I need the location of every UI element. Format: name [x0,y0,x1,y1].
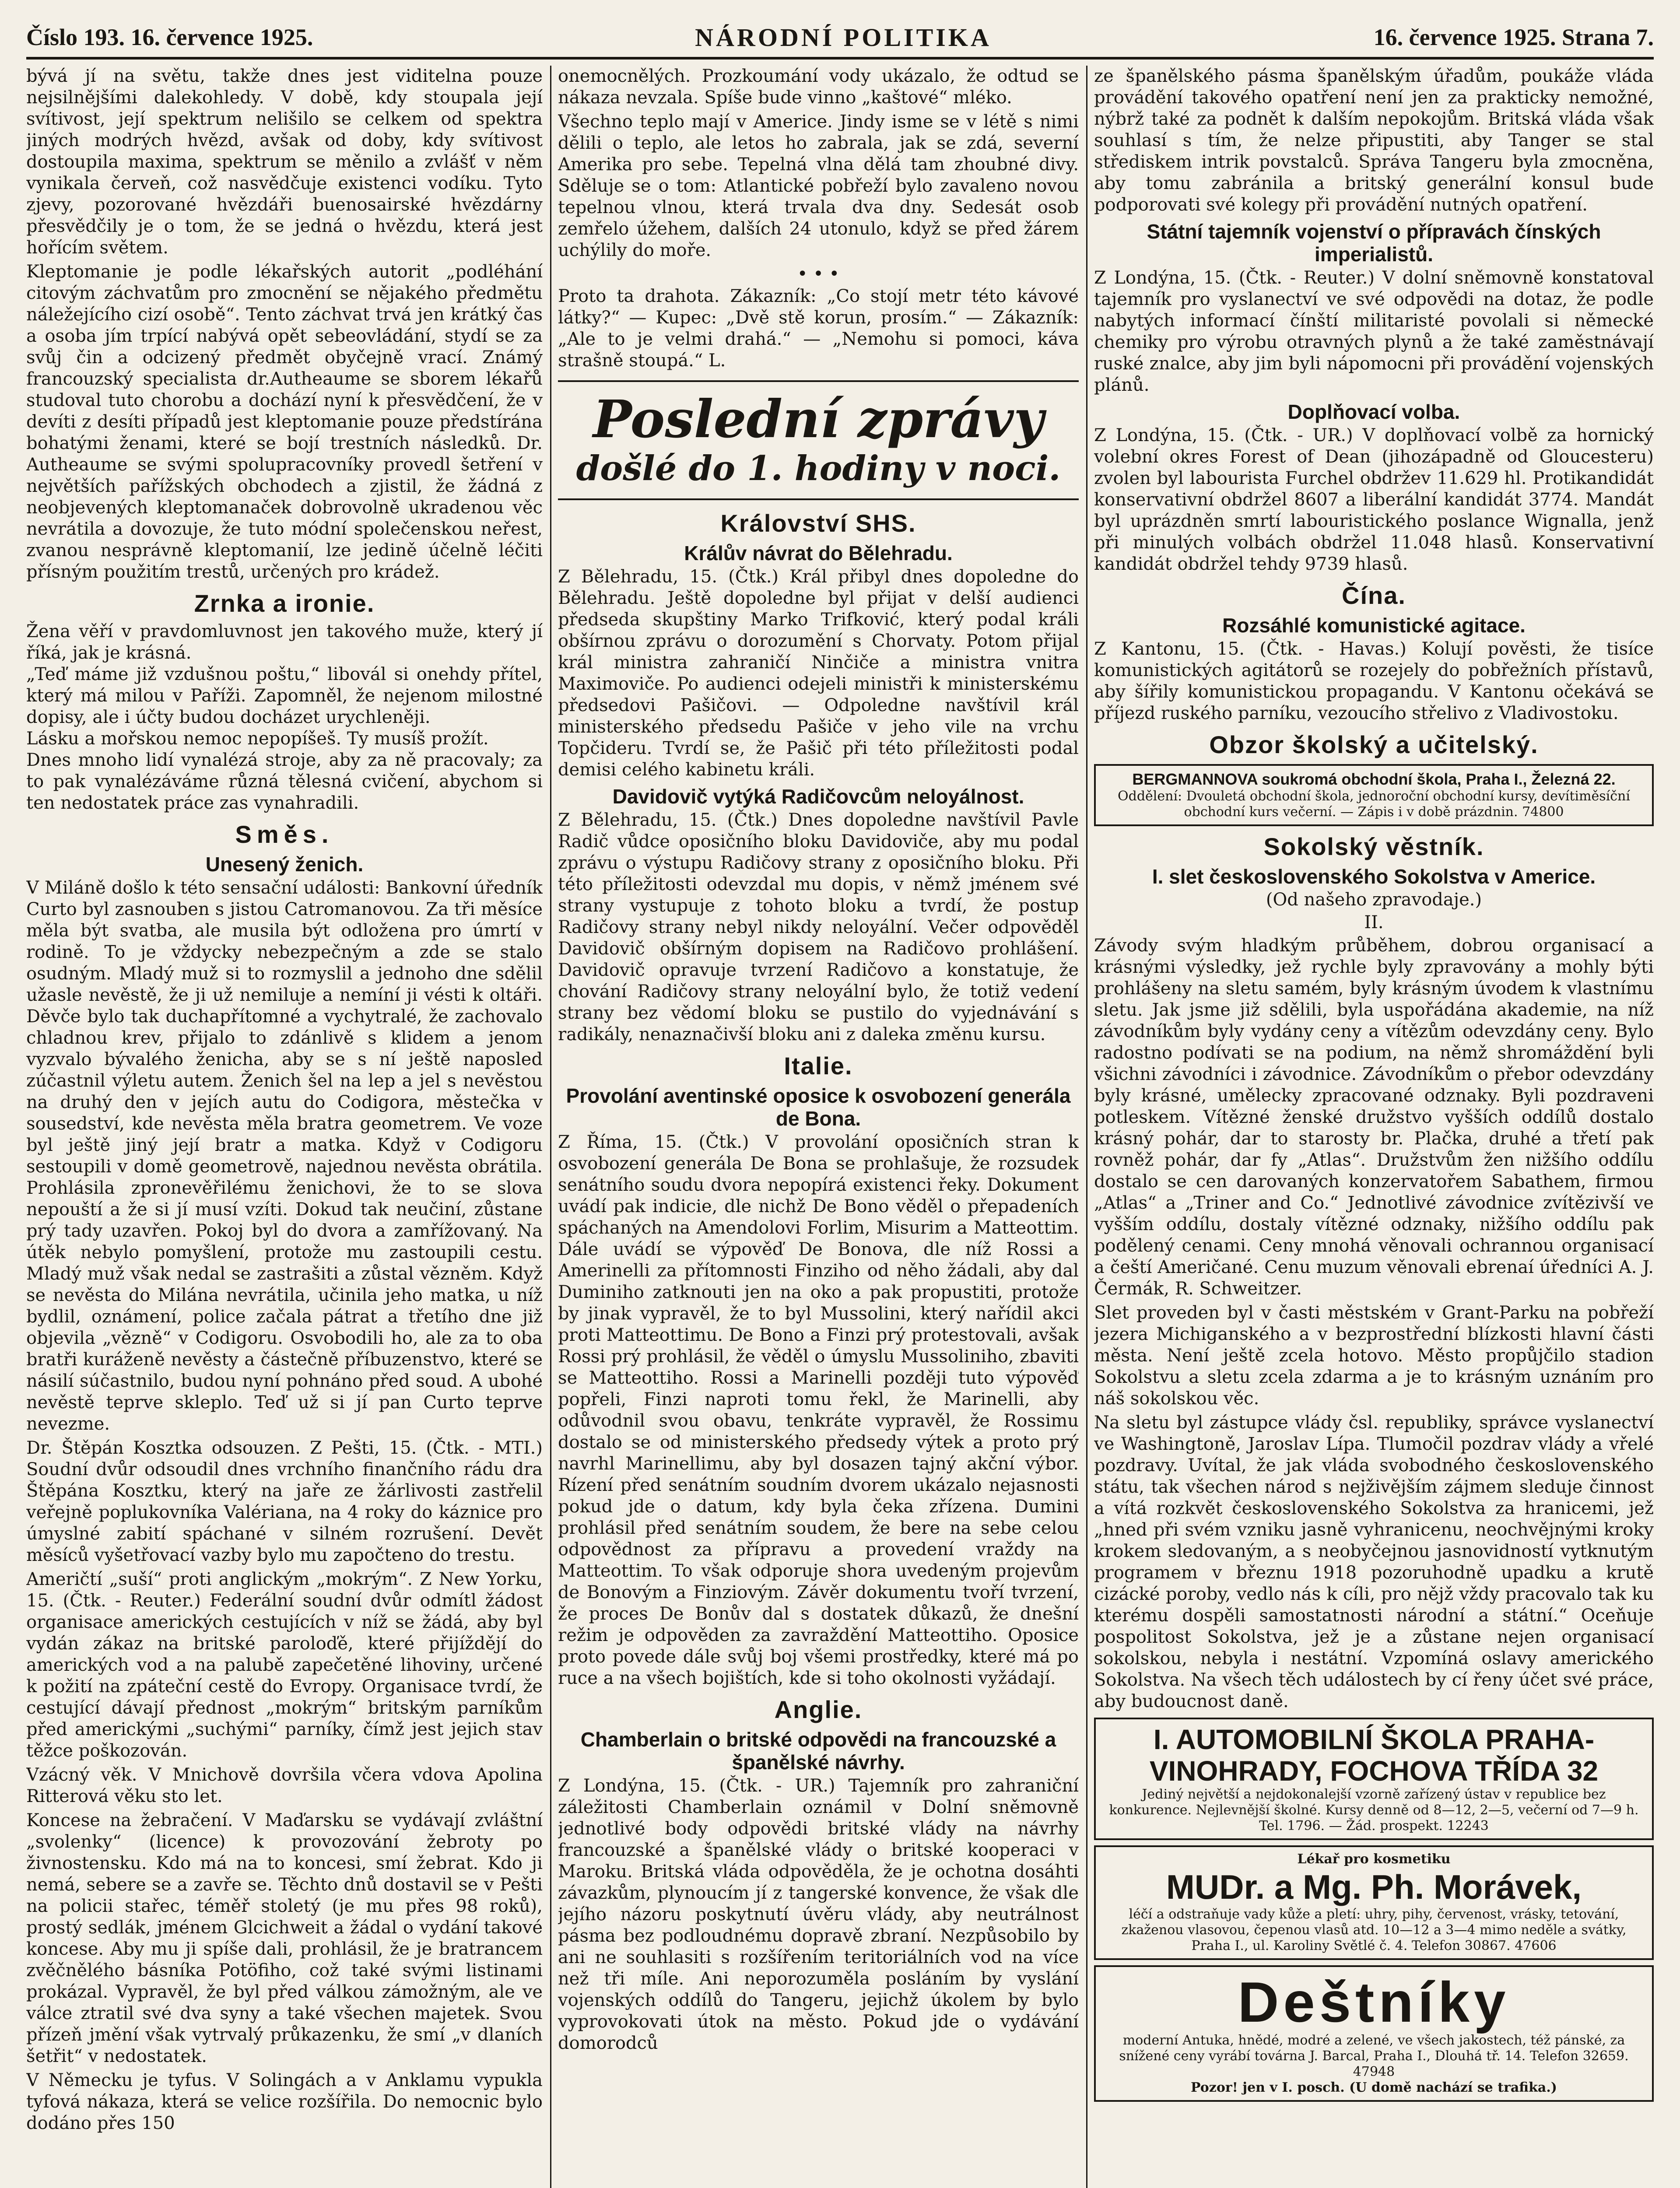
article-title: Doplňovací volba. [1287,400,1460,423]
advert-text: Oddělení: Dvouletá obchodní škola, jednoroční obchodní kursy, devítiměsíční obchodní kurs večerní. — Zápis i v době prázdnin. 74800 [1118,789,1630,820]
article-paragraph: Slet proveden byl v časti městském v Grant-Parku na pobřeží jezera Michiganského a v bezprostřední blízkosti hlavní části města. Není ještě zcela hotovo. Město propůjčilo stadion Sokolstvu a sletu zcela zdarma a je to krásným uznáním pro náš sokolskou věc. [1094,1303,1654,1409]
news-item: Všechno teplo mají v Americe. Jindy isme se v létě s nimi dělili o teplo, ale letos ho zabrala, jak se zdá, severní Amerika pro sebe. Tepelná vlna dělá tam zhoubné divy. Sděluje se o tom: Atlantické pobřeží bylo zavaleno novou tepelnou vlnou, která trvala dva dny. Sedesát osob zemřelo úžehem, dalších 24 utonulo, když se před žárem uchýlily do moře. [558,112,1079,260]
article-title: Králův návrat do Bělehradu. [684,542,953,565]
issue-info: Číslo 193. 16. července 1925. [26,24,313,50]
section-heading-cina: Čína. [1342,582,1406,609]
article-title: Provolání aventinské oposice k osvobození generála de Bona. [566,1084,1071,1130]
article-paragraph: Na sletu byl zástupce vlády čsl. republiky, správce vyslanectví ve Washingtoně, Jaroslav Lípa. Tlumočil pozdrav vlády a vřelé pozdravy. Uvítal, že jak vláda svobodného československého státu, tak všechen národ s nejživějším zájmem sleduje činnost a vítá rozkvět československého Sokolstva za hranicemi, jež „hned při svém vzniku jasně vyhranicenu, neochvějnými kroky krokem sledovaným, a s neobyčejnou jasnovidností vytknutým programem v březnu 1918 pozoruhodně upadku a krutě cizácké poroby, vedlo nás k cíli, pro nějž vždy pracovalo tak ku kterému dospěli samostatnosti národní a státní.“ Oceňuje pospolitost Sokolstva, jež je a zůstane nejen organisací sokolskou, nebyla i nestátní. Vzpomíná oslavy amerického Sokolstva. Na všech těch událostech by cí řeny účet své práce, aby budoucnost daně. [1094,1413,1654,1711]
advert-title: Deštníky [1238,1970,1510,2034]
section-heading-anglie: Anglie. [774,1696,863,1723]
masthead [26,18,1654,60]
article-paragraph: onemocnělých. Prozkoumání vody ukázalo, že odtud se nákaza nevzala. Spíše bude vinno „kaštové“ mléko. [558,66,1079,108]
advert-text: Jediný největší a nejdokonalejší vzorně zařízený ústav v republice bez konkurence. Nejlevnější školné. Kursy denně od 8—12, 2—5, večerní od 7—9 h. Tel. 1796. — Žád. prospekt. 12243 [1109,1787,1639,1834]
column-divider [1086,66,1087,2188]
advert-title: MUDr. a Mg. Ph. Morávek, [1166,1868,1582,1906]
advert-moravek [1094,1845,1654,1960]
article-part: II. [1364,912,1384,933]
article-title: Davidovič vytýká Radičovcům neloyálnost. [612,785,1024,808]
news-item: Koncese na žebračení. V Maďarsku se vydávají zvláštní „svolenky“ (licence) k provozování žebroty po živnostensku. Kdo má na to koncesi, smí žebrat. Kdo ji nemá, sebere se a zavře se. Těchto dnů dostavil se v Pešti na policii stařec, téměř stoletý (je mu přes 98 roků), prostý sedlák, jménem Glcichweit a žádal o vydání takové koncese. Aby mu ji spíše dali, prohlásil, že je bratrancem zvěčnělého básníka Potöfiho, což také svými listinami prokázal. Vypravěl, že byl před válkou zámožným, ale ve válce ztratil své dva syny a také všechen majetek. Svou přízeň jmění však vytrvalý průkazenku, že smí „v dlaních šetřit“ v nedostatek. [26,1810,543,2066]
separator-dots: • • • [797,264,840,284]
advert-text: léčí a odstraňuje vady kůže a pletí: uhry, pihy, červenost, vrásky, tetování, zkaženou vlasovou, čepenou vlasů atd. 10—12 a 3—4 mimo neděle a svátky, Praha I., ul. Karoliny Světlé č. 4. Telefon 30867. 47606 [1121,1907,1627,1953]
aphorisms: Žena věří v pravdomluvnost jen takového muže, který jí říká, jak je krásná. „Teď máme již vzdušnou poštu,“ libovál si onehdy přítel, který má milou v Paříži. Zapomněl, že nejenom milostné dopisy, ale i účty budou docházet urychleněji. Lásku a mořskou nemoc nepopíšeš. Ty musíš prožít. Dnes mnoho lidí vynalézá stroje, aby za ně pracovaly; za to pak vynalézáváme různá tělesná cvičení, abychom si ten nedostatek práce zas vynahradili. [26,621,543,813]
column-1 [26,66,543,2188]
news-item: Američtí „suší“ proti anglickým „mokrým“. Z New Yorku, 15. (Čtk. - Reuter.) Federální soudní dvůr odmítl žádost organisace amerických cestujících v níž se žádá, aby byl vydán zákaz na britské paroloďě, které přijíždějí do amerických vod a na palubě zapečetěné lihoviny, určené k požití na zpáteční cestě do Evropy. Organisace tvrdí, že cestující dávají přednost „mokrým“ britským parníkům před americkými „suchými“ parníky, čímž jest jejich stav těžce poškozován. [26,1569,543,1761]
section-heading-obzor: Obzor školský a učitelský. [1209,731,1539,758]
advert-title: I. AUTOMOBILNÍ ŠKOLA PRAHA-VINOHRADY, FOCHOVA TŘÍDA 32 [1149,1724,1599,1787]
article-paragraph: ze španělského pásma španělským úřadům, poukáže vláda provádění takového opatření není jen za prakticky nemožné, nýbrž také za podnět k dalším nepokojům. Britská vláda však souhlasí s tím, že nelze připustiti, aby Tanger se stal střediskem intrik povstalců. Správa Tangeru byla zmocněna, aby tomu zabránila a britský generální konsul bude podporovati své kolegy při provádění nutných opatření. [1094,66,1654,215]
article-kleptomanie: Kleptomanie je podle lékařských autorit „podléhání citovým záchvatům pro zmocnění se nějakého předmětu náležejícího cizí osobě“. Tento záchvat trvá jen krátký čas a osoba jím trpící nabývá opět sebeovládání, stydí se za svůj čin a odcizený předmět obyčejně vrací. Známý francouzský specialista dr.Autheaume se sborem lékařů studoval tuto chorobu a dochází nyní k přesvědčení, že v devíti z desíti případů jest kleptomanie pouze předstírána bohatými ženami, které se bojí trestních následků. Dr. Autheaume se svými spolupracovníky provedl šetření v největších pařížských obchodech a zjistil, že žádná z neobjevených kleptomanaček dobrovolně ukradenou věc nevrátila a dovozuje, že tuto módní společenskou neřest, zvanou nesprávně kleptomanií, lze jedině účelně léčiti přísným použitím trestů, určených pro krádež. [26,262,543,582]
newspaper-page [26,18,1654,2188]
article-byline: (Od našeho zpravodaje.) [1266,890,1482,910]
article-paragraph: Z Londýna, 15. (Čtk. - Reuter.) V dolní sněmovně konstatoval tajemník pro vyslanectví ve své odpovědi na dotaz, že podle nabytých informací čínští militaristé povolali si německé chemiky pro výrobu otravných plynů a že také zaměstnávají ruské znalce, aby jim byli nápomocni při provádění vojenských plánů. [1094,268,1654,395]
article-paragraph: Z Kantonu, 15. (Čtk. - Havas.) Kolují pověsti, že tisíce komunistických agitátorů se rozejely do pobřežních přístavů, aby šířily komunistickou propagandu. V Kantonu očekává se příjezd ruského parníku, vezoucího střelivo z Vladivostoku. [1094,639,1654,723]
article-paragraph: bývá jí na světu, takže dnes jest viditelna pouze nejsilnějšími dalekohledy. V době, kdy stoupala její svítivost, její spektrum nelišilo se celkem od spektra jiných modrých hvězd, avšak od doby, kdy svítivost dostoupila maxima, spektrum se měnilo a zvlášť v něm vynikala červeň, což nasvědčuje existenci vodíku. Tyto zjevy, pozorované hvězdáři buenosairské hvězdárny přesvědčily je o tom, že se jedná o hvězdu, která jest hořícím světem. [26,66,543,258]
article-title: Unesený ženich. [205,853,364,876]
section-heading-smes: Směs. [235,820,334,848]
advert-bergmann [1094,764,1654,826]
article-title: Státní tajemník vojenství o přípravách čínských imperialistů. [1147,220,1601,266]
date-page: 16. července 1925. Strana 7. [1373,24,1654,50]
article-paragraph: Z Říma, 15. (Čtk.) V provolání oposičních stran k osvobození generála De Bona se prohlašuje, že rozsudek senátního soudu dvora nepopírá existenci řeky. Dokument uvádí pak indicie, dle nichž De Bono věděl o přepadeních spáchaných na Amendolovi Forlim, Misurim a Matteottim. Dále uvádí se výpověď De Bonova, dle níž Rossi a Amerinelli za přítomnosti Finziho od něho žádali, aby dal Duminiho zatknouti jen na oko a pak propustiti, protože by jinak vypravěl, že to byl Mussolini, který nařídil akci proti Matteottimu. De Bono a Finzi prý protestovali, avšak Rossi prý prohlásil, že věděl o úmyslu Mussoliniho, zbaviti se Matteottiho. Rossi a Marinelli později tuto výpověď popřeli, Finzi naproti tomu řekl, že Marinelli, aby odůvodnil svou obavu, tenkráte vypravěl, že Rossimu dostalo se od ministerského předsedy výtek a proto prý navrhl Marinellimu, aby byl dosazen tajný akční výbor. Rízení před senátním soudním dvorem ukázalo nejasnosti pokud jde o datum, kdy byla čeka zřízena. Dumini prohlásil před senátním soudem, že bere na sebe celou odpovědnost za přípravu a provedení vraždy na Matteottim. To však odporuje shora uvedeným projevům de Bonovým a Finziovým. Závěr dokumentu tvoří tvrzení, že proces De Bonův dal s dostatek důkazů, že dnešní režim je odpověden za zavraždění Matteottiho. Oposice proto povede dále svůj boj všemi prostředky, které má po ruce a na všech bojištích, kde si toho okolnosti vyžádají. [558,1132,1079,1688]
news-item: Vzácný věk. V Mnichově dovršila včera vdova Apolina Ritterová věku sto let. [26,1765,543,1806]
latest-news-banner [558,380,1079,500]
section-heading-zrnka: Zrnka a ironie. [194,589,375,617]
joke: Proto ta drahota. Zákazník: „Co stojí metr této kávové látky?“ — Kupec: „Dvě stě korun, prosím.“ — Zákazník: „Ale to je velmi drahá.“ — „Nemohu si pomoci, káva strašně stoupá.“ L. [558,286,1079,371]
article-title: I. slet československého Sokolstva v Americe. [1152,865,1596,888]
article-title: Chamberlain o britské odpovědi na francouzské a španělské návrhy. [580,1728,1056,1774]
article-paragraph: Z Bělehradu, 15. (Čtk.) Král přibyl dnes dopoledne do Bělehradu. Ještě dopoledne byl přijat v delší audienci předseda skupštiny Marko Trifković, který podal králi obšírnou zprávu o dorozumění s Chorvaty. Potom přijal král ministra zahraničí Ninčiče a ministra vnitra Maximoviče. Po audienci odejeli ministři k ministerskému předsedovi Pašičovi. — Odpoledne navštívil král ministerského předsedu Pašiče v jeho vile na vrchu Topčideru. Tvrdí se, že Pašič při této příležitosti podal demisi celého kabinetu králi. [558,567,1079,780]
article-paragraph: Z Londýna, 15. (Čtk. - UR.) Tajemník pro zahraniční záležitosti Chamberlain oznámil v Dolní sněmovně jednotlivé body odpovědi britské vlády na návrhy francouzské a španělské vlády o britské kooperaci v Maroku. Britská vláda odpověděla, že je ochotna dosáhti závazkům, plynoucím jí z tangerské konvence, že však dle jejího názoru poskytnutí úvěru vlády, aby neutrálnost pásma bez podloudnému dopravě zbraní. Nezpůsobilo by ani ne souhlasiti s rozšířením teritoriálních vod na více než tři míle. Ani neporozuměla posláním by vyslání vojenských oddílů do Tangeru, jejichž úkolem by bylo vyprovokovati útok na město. Pokud jde o vydávání domorodců [558,1776,1079,2053]
advert-text: moderní Antuka, hnědé, modré a zelené, ve všech jakostech, též pánské, za snížené ceny vyrábí továrna J. Barcal, Praha I., Dlouhá tř. 14. Telefon 32659. 47948 [1119,2033,1629,2079]
article-paragraph: Z Bělehradu, 15. (Čtk.) Dnes dopoledne navštívil Pavle Radič vůdce oposičního bloku Davidoviče, aby mu podal zprávu o výstupu Radičovy strany z oposičního bloku. Při této příležitosti odevzdal mu dopis, v němž jménem své strany vystupuje z tohoto bloku a tvrdí, že postup Radičovy strany nebyl nikdy neloyální. Večer odpověděl Davidovič obšírným dopisem na Radičovo prohlášení. Davidovič opravuje tvrzení Radičovo a konstatuje, že chování Radičovy strany neloyální bylo, že totiž vedení strany bez vědomí bloku se pustilo do vyjednávání s radikály, nenaznačivší bloku ani z daleka změnu kursu. [558,810,1079,1045]
section-heading-shs: Království SHS. [720,509,916,537]
banner-title: Poslední zprávy [593,389,1044,449]
news-item: V Německu je tyfus. V Solingách a v Anklamu vypukla tyfová nákaza, která se velice rozšířila. Do nemocnic bylo dodáno přes 150 [26,2070,543,2133]
advert-autoskola [1094,1718,1654,1840]
article-title: Rozsáhlé komunistické agitace. [1222,614,1526,637]
advert-destniky [1094,1965,1654,2102]
banner-subtitle: došlé do 1. hodiny v noci. [576,449,1061,488]
article-paragraph: V Miláně došlo k této sensační události: Bankovní úředník Curto byl zasnouben s jistou Catromanovou. Za tři měsíce měla být svatba, ale musila být odložena pro úmrtí v rodině. To je vždycky nebezpečným a zde se stalo osudným. Mladý muž si to rozmyslil a jednoho dne sdělil užasle nevěstě, že ji už nemiluje a nemíní ji vésti k oltáři. Děvče bylo tak duchapřítomné a vychytralé, že zachovalo chladnou krev, přijalo to zdánlivě s klidem a jenom vyzvalo bývalého ženicha, aby se s ní ještě naposled zúčastnil výletu autem. Ženich šel na lep a jel s nevěstou na druhý den v jejích autu do Codigora, městečka v sousedství, kde nevěsta měla bratra geometrem. Ve voze byl ještě jiný její bratr a matka. Když v Codigoru sestoupili v domě geometrově, najednou nevěsta obrátila. Prohlásila zpronevěřilému ženichovi, že to se slova nepouští a že si jí musí vzíti. Dokud tak neučiní, zůstane prý tady uzavřen. Pokoj byl do dvora a zamřížovaný. Na útěk nebylo pomyšlení, protože mu zastoupili cestu. Mladý muž však nedal se zastrašiti a zůstal vězněm. Když se nevěsta do Milána nevrátila, učinila jeho matka, u níž bydlil, oznámení, police začala pátrat a třetího dne již objevila „vězně“ v Codigoru. Osvobodili ho, ale za to oba bratři kuráženě nevěsty a částečně příbuzenstvo, které se násilí súčastnilo, budou nyní pohnáno před soud. A ubohé nevěstě teprve skleplo. Teď už si jí pan Curto teprve nevezme. [26,878,543,1434]
newspaper-title: NÁRODNÍ POLITIKA [695,23,992,52]
news-item: Dr. Štěpán Kosztka odsouzen. Z Pešti, 15. (Čtk. - MTI.) Soudní dvůr odsoudil dnes vrchního finančního rádu dra Štěpána Kosztku, který na jaře ze žárlivosti zastřelil veřejně poplukovníka Valériana, na 4 roky do káznice pro úmyslné zabití spáchané v silném rozrušení. Devět měsíců vyšetřovací vazby bylo mu započteno do trestu. [26,1438,543,1565]
column-3 [1094,66,1654,2188]
section-heading-sokol: Sokolský věstník. [1263,833,1484,860]
article-paragraph: Z Londýna, 15. (Čtk. - UR.) V doplňovací volbě za hornický volební okres Forest of Dean (jihozápadně od Gloucesteru) zvolen byl labourista Furchel obdržev 11.629 hl. Protikandidát konservativní obdržel 8607 a liberální kandidát 3774. Mandát byl uprázdněn smrtí labouristického poslance Wignalla, jenž při minulých volbách obdržel 11.048 hlasů. Konservativní kandidát obdržel tehdy 9739 hlasů. [1094,425,1654,574]
advert-footer: Pozor! jen v I. posch. (U domě nachází se trafika.) [1191,2080,1557,2095]
section-heading-italie: Italie. [784,1052,853,1080]
column-2 [558,66,1079,2188]
column-divider [550,66,551,2188]
article-paragraph: Závody svým hladkým průběhem, dobrou organisací a krásnými výsledky, jež rychle byly zpravovány a mohly býti prohlášeny na sletu samém, byly krásným úvodem k vlastnímu sletu. Jak jsme již sdělili, byla uspořádána akademie, na níž závodníkům byly vydány ceny a vítězům odevzdány ceny. Bylo radostno podívati se na podium, na němž shromáždění byli všichni závodníci i závodnice. Závodníkům o přebor odevzdány byly krásné, umělecky zpracované odznaky. Byli pozdraveni potleskem. Vítězné ženské družstvo vyšších oddílů dostalo krásný pohár, dar to starosty br. Plačka, druhé a třetí pak rovněž pohár, dar fy „Atlas“. Družstvům žen nižšího oddílu dostalo se cen darovaných konzervatořem Sabathem, firmou „Atlas“ a „Triner and Co.“ Jednotlivé závodnice zvítězivší ve vyšším oddílu, dostaly vítězné odznaky, nižšího oddílu pak podělený cenami. Ceny mnohá věnovali ochrannou organisací a čeští Američané. Cenu muzum věnovali ebrenaí úředníci A. J. Čermák, R. Schweitzer. [1094,936,1654,1299]
advert-pretitle: Lékař pro kosmetiku [1297,1851,1451,1867]
advert-title: BERGMANNOVA soukromá obchodní škola, Praha I., Železná 22. [1132,770,1616,788]
